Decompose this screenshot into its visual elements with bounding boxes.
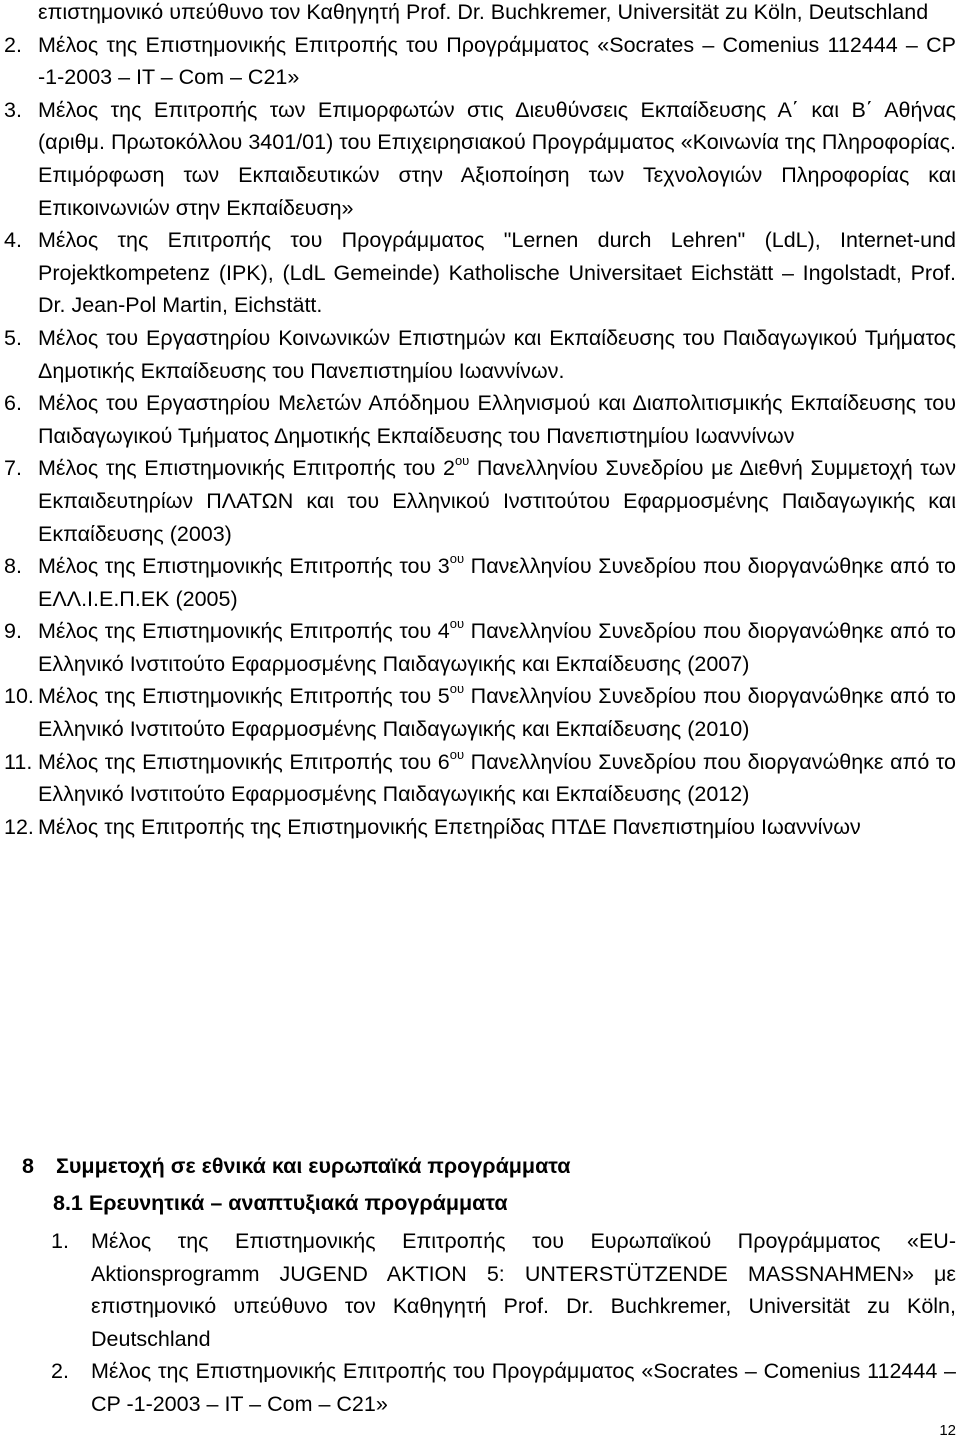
ordinal-superscript: ου xyxy=(454,453,470,469)
list-item xyxy=(4,746,956,811)
item-text-start: Μέλος της Επιστημονικής Επιτροπής του 5 xyxy=(38,684,450,709)
list-item xyxy=(4,224,956,322)
item-number: 4. xyxy=(4,228,22,253)
item-text-start: Μέλος της Επιστημονικής Επιτροπής του 6 xyxy=(38,749,450,774)
item-text-end: Πανελληνίου Συνεδρίου που διοργανώθηκε από το Ελληνικό Ινστιτούτο Εφαρμοσμένης Παιδαγωγικής και Εκπαίδευσης (2007) xyxy=(38,619,956,676)
list-item xyxy=(4,452,956,550)
item-text: Μέλος της Επιστημονικής Επιτροπής του Προγράμματος «Socrates – Comenius 112444 – CP -1-2003 – IT – Com – C21» xyxy=(38,32,956,90)
item-text: Μέλος της Επιτροπής της Επιστημονικής Επετηρίδας ΠΤΔΕ Πανεπιστημίου Ιωαννίνων xyxy=(38,814,861,839)
item-number: 8. xyxy=(4,554,22,579)
item-text-end: Πανελληνίου Συνεδρίου που διοργανώθηκε από το ΕΛΛ.Ι.Ε.Π.ΕΚ (2005) xyxy=(38,554,956,611)
item-text: Μέλος της Επιστημονικής Επιτροπής του Ευρωπαϊκού Προγράμματος «EU-Aktionsprogramm JUGEND AKTION 5: UNTERSTÜTZENDE MASSNAHMEN» με επιστημονικό υπεύθυνο τον Καθηγητή Prof. Dr. Buchkremer, Universität zu Köln, Deutschland xyxy=(91,1229,956,1351)
item-text-start: Μέλος της Επιστημονικής Επιτροπής του 4 xyxy=(38,619,450,644)
item-number: 7. xyxy=(4,456,22,481)
item-text: Μέλος του Εργαστηρίου Κοινωνικών Επιστημών και Εκπαίδευσης του Παιδαγωγικού Τμήματος Δημοτικής Εκπαίδευσης του Πανεπιστημίου Ιωαννίνων. xyxy=(38,325,956,383)
item-number: 2. xyxy=(51,1359,69,1384)
page-number: 12 xyxy=(939,1422,956,1439)
ordinal-superscript: ου xyxy=(449,616,465,632)
item-number: 5. xyxy=(4,325,22,350)
item-text: Μέλος του Εργαστηρίου Μελετών Απόδημου Ελληνισμού και Διαπολιτισμικής Εκπαίδευσης του Παιδαγωγικού Τμήματος Δημοτικής Εκπαίδευσης του Πανεπιστημίου Ιωαννίνων xyxy=(38,391,956,448)
section-heading xyxy=(22,1150,571,1182)
item-text-end: Πανελληνίου Συνεδρίου που διοργανώθηκε από το Ελληνικό Ινστιτούτο Εφαρμοσμένης Παιδαγωγικής και Εκπαίδευσης (2012) xyxy=(38,749,956,807)
item-text-end: Πανελληνίου Συνεδρίου με Διεθνή Συμμετοχή των Εκπαιδευτηρίων ΠΛΑΤΩΝ και του Ελληνικού Ινστιτούτου Εφαρμοσμένης Παιδαγωγικής και Εκπαίδευσης (2003) xyxy=(38,456,956,546)
item-number: 3. xyxy=(4,97,22,122)
item-text-start: Μέλος της Επιστημονικής Επιτροπής του 3 xyxy=(38,554,450,579)
ordinal-superscript: ου xyxy=(449,551,465,567)
item-number: 10. xyxy=(4,684,34,709)
subsection-heading: 8.1 Ερευνητικά – αναπτυξιακά προγράμματα xyxy=(53,1191,508,1215)
item-text: Μέλος της Επιτροπής του Προγράμματος "Lernen durch Lehren" (LdL), Internet-und Projektkompetenz (IPK), (LdL Gemeinde) Katholische Universitaet Eichstätt – Ingolstadt, Prof. Dr. Jean-Pol Martin, Eichstätt. xyxy=(38,228,956,318)
item-text-start: Μέλος της Επιστημονικής Επιτροπής του 2 xyxy=(38,456,455,481)
list-item xyxy=(4,322,956,387)
item-text: Μέλος της Επιστημονικής Επιτροπής του Προγράμματος «Socrates – Comenius 112444 – CP -1-2003 – IT – Com – C21» xyxy=(91,1359,956,1416)
list-item xyxy=(4,811,956,844)
list-item xyxy=(4,550,956,615)
item-number: 9. xyxy=(4,619,22,644)
list-item xyxy=(51,1225,956,1355)
list-item xyxy=(4,680,956,745)
list-item xyxy=(51,1355,956,1420)
item-text: επιστημονικό υπεύθυνο τον Καθηγητή Prof. Dr. Buchkremer, Universität zu Köln, Deutschland xyxy=(38,0,929,24)
memberships-list xyxy=(4,0,956,843)
item-text: Μέλος της Επιτροπής των Επιμορφωτών στις Διευθύνσεις Εκπαίδευσης Α΄ και Β΄ Αθήνας (αριθμ. Πρωτοκόλλου 3401/01) του Επιχειρησιακού Προγράμματος «Κοινωνία της Πληροφορίας. Επιμόρφωση των Εκπαιδευτικών στην Αξιοποίηση των Τεχνολογιών Πληροφορίας και Επικοινωνιών στην Εκπαίδευση» xyxy=(38,97,956,220)
list-item xyxy=(4,387,956,452)
list-item xyxy=(4,0,956,29)
ordinal-superscript: ου xyxy=(449,681,465,697)
section-title: Συμμετοχή σε εθνικά και ευρωπαϊκά προγράμματα xyxy=(56,1154,571,1178)
programs-list xyxy=(51,1225,956,1421)
list-item xyxy=(4,29,956,94)
item-number: 1. xyxy=(51,1229,69,1253)
item-text-end: Πανελληνίου Συνεδρίου που διοργανώθηκε από το Ελληνικό Ινστιτούτο Εφαρμοσμένης Παιδαγωγικής και Εκπαίδευσης (2010) xyxy=(38,684,956,742)
item-number: 12. xyxy=(4,814,34,839)
item-number: 6. xyxy=(4,391,22,416)
list-item xyxy=(4,94,956,224)
item-number: 2. xyxy=(4,32,22,57)
item-number: 11. xyxy=(4,749,33,774)
ordinal-superscript: ου xyxy=(449,746,465,762)
section-number: 8 xyxy=(22,1154,34,1178)
list-item xyxy=(4,615,956,680)
